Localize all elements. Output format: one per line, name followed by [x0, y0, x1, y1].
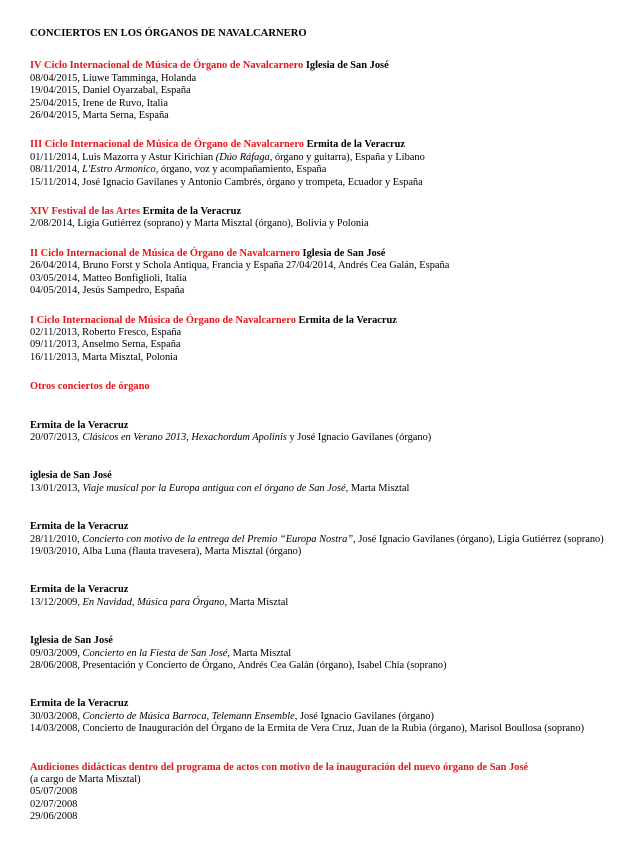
concert-line: [30, 811, 622, 823]
concert-text: 05/07/2008: [30, 786, 78, 798]
cycle-heading: [30, 60, 622, 72]
venue-name: Iglesia de San José: [299, 247, 386, 259]
concert-line: [30, 85, 622, 97]
concert-line: [30, 164, 622, 176]
venue-name: Ermita de la Veracruz: [304, 139, 405, 151]
cycle-name: I Ciclo Internacional de Música de Órgano de Navalcarnero: [30, 314, 296, 326]
venue-heading: Ermita de la Veracruz: [30, 521, 129, 533]
venue-group: [30, 521, 622, 558]
concert-text: , órgano y guitarra), España y Líbano: [269, 151, 425, 163]
venue-group: [30, 635, 622, 672]
concert-line: [30, 352, 622, 364]
concert-line: [30, 260, 622, 272]
concert-text: (a cargo de Marta Misztal): [30, 774, 141, 786]
concert-line: [30, 546, 622, 558]
concert-cycle: [30, 206, 622, 231]
cycle-heading: [30, 206, 622, 218]
concert-line: [30, 110, 622, 122]
venue-group: [30, 470, 622, 495]
concert-text: 26/04/2015, Marta Serna, España: [30, 110, 169, 122]
cycle-name: XIV Festival de las Artes: [30, 206, 141, 218]
cycle-heading: [30, 315, 622, 327]
concert-cycle: [30, 60, 622, 122]
venue-heading: Ermita de la Veracruz: [30, 419, 129, 431]
venue-group: [30, 698, 622, 735]
concert-text: 20/07/2013,: [30, 431, 83, 443]
concert-text: 08/04/2015, Liuwe Tamminga, Holanda: [30, 72, 197, 84]
concert-text: , Marta Misztal: [224, 596, 289, 608]
concert-text: 02/07/2008: [30, 798, 78, 810]
venue-name: Ermita de la Veracruz: [295, 314, 397, 326]
concert-line: [30, 152, 622, 164]
cycle-heading: [30, 139, 622, 151]
concert-line: [30, 432, 622, 444]
venue-heading: Ermita de la Veracruz: [30, 698, 129, 710]
concert-text: y José Ignacio Gavilanes (órgano): [286, 431, 432, 443]
concert-line: [30, 177, 622, 189]
concert-text: 02/11/2013, Roberto Fresco, España: [30, 326, 182, 338]
concert-line: [30, 98, 622, 110]
concert-line: [30, 483, 622, 495]
concert-line: [30, 327, 622, 339]
venue-heading: iglesia de San José: [30, 470, 112, 482]
concert-text: 15/11/2014, José Ignacio Gavilanes y Antonio Cambrés, órgano y trompeta, Ecuador y España: [30, 176, 423, 188]
concert-line: [30, 723, 622, 735]
concert-text: 09/11/2013, Anselmo Serna, España: [30, 339, 181, 351]
concert-cycle: [30, 315, 622, 365]
concert-text: , Marta Misztal: [227, 647, 292, 659]
final-lines: [30, 774, 622, 824]
final-heading: Audiciones didácticas dentro del programa de actos con motivo de la inauguración del nuevo órgano de San José: [30, 761, 529, 773]
concert-text: 13/01/2013,: [30, 482, 83, 494]
concert-line: [30, 73, 622, 85]
concert-title: Concierto de Música Barroca, Telemann Ensemble: [82, 710, 295, 722]
concert-text: , órgano, voz y acompañamiento, España: [155, 164, 327, 176]
concert-text: 19/03/2010, Alba Luna (flauta travesera), Marta Misztal (órgano): [30, 545, 302, 557]
venue-name: Ermita de la Veracruz: [140, 206, 242, 218]
concert-text: 19/04/2015, Daniel Oyarzabal, España: [30, 85, 191, 97]
cycle-name: II Ciclo Internacional de Música de Órgano de Navalcarnero: [30, 247, 300, 259]
venue-heading: Iglesia de San José: [30, 635, 113, 647]
concert-title: En Navidad, Música para Órgano: [82, 596, 225, 608]
concert-line: [30, 711, 622, 723]
concert-title: L'Estro Armonico: [82, 164, 156, 176]
concert-text: 13/12/2009,: [30, 596, 83, 608]
concert-line: [30, 273, 622, 285]
concert-text: 09/03/2009,: [30, 647, 83, 659]
concert-line: [30, 774, 622, 786]
concert-line: [30, 339, 622, 351]
concert-line: [30, 218, 622, 230]
concert-line: [30, 534, 622, 546]
concert-text: , José Ignacio Gavilanes (órgano): [294, 710, 434, 722]
venue-name: Iglesia de San José: [303, 60, 389, 72]
concert-text: , José Ignacio Gavilanes (órgano), Ligia Gutiérrez (soprano): [353, 533, 604, 545]
concert-text: 26/04/2014, Bruno Forst y Schola Antiqua, Francia y España 27/04/2014, Andrés Cea Galán, España: [30, 260, 450, 272]
concert-text: 29/06/2008: [30, 811, 78, 823]
concert-title: Viaje musical por la Europa antigua con el órgano de San José: [82, 482, 346, 494]
concert-line: [30, 597, 622, 609]
cycle-name: IV Ciclo Internacional de Música de Órgano de Navalcarnero: [30, 60, 304, 72]
venue-group: [30, 584, 622, 609]
concert-title: Clásicos en Verano 2013, Hexachordum Apolinis: [82, 431, 287, 443]
concert-text: 2/08/2014, Ligia Gutiérrez (soprano) y Marta Misztal (órgano), Bolivia y Polonia: [30, 218, 369, 230]
cycle-heading: [30, 248, 622, 260]
concert-cycles: [30, 60, 622, 364]
concert-text: 03/05/2014, Matteo Bonfiglioli, Italia: [30, 272, 187, 284]
concert-line: [30, 786, 622, 798]
concert-text: , Marta Misztal: [345, 482, 410, 494]
concert-text: 14/03/2008, Concierto de Inauguración del Órgano de la Ermita de Vera Cruz, Juan de la Rubia (órgano), Marisol Boullosa (soprano): [30, 723, 585, 735]
concert-text: 08/11/2014,: [30, 164, 83, 176]
other-concerts-heading: Otros conciertos de órgano: [30, 381, 150, 393]
concert-title: Concierto en la Fiesta de San José: [82, 647, 228, 659]
concert-text: 01/11/2014, Luis Mazorra y Astur Kirichian: [30, 151, 216, 163]
page-title: CONCIERTOS EN LOS ÓRGANOS DE NAVALCARNERO: [30, 28, 307, 39]
concert-text: 25/04/2015, Irene de Ruvo, Italia: [30, 97, 168, 109]
concert-title: (Dúo Ráfaga: [215, 151, 270, 163]
concert-text: 16/11/2013, Marta Misztal, Polonia: [30, 351, 178, 363]
cycle-name: III Ciclo Internacional de Música de Órgano de Navalcarnero: [30, 139, 304, 151]
concert-line: [30, 799, 622, 811]
concert-title: Concierto con motivo de la entrega del Premio “Europa Nostra”: [82, 533, 354, 545]
document-page: [30, 28, 622, 841]
concert-line: [30, 660, 622, 672]
concert-line: [30, 285, 622, 297]
concert-text: 28/11/2010,: [30, 533, 83, 545]
concert-cycle: [30, 139, 622, 189]
other-concerts: [30, 420, 622, 736]
venue-heading: Ermita de la Veracruz: [30, 584, 129, 596]
concert-text: 04/05/2014, Jesús Sampedro, España: [30, 285, 185, 297]
final-section: [30, 762, 622, 824]
concert-cycle: [30, 248, 622, 298]
concert-text: 30/03/2008,: [30, 710, 83, 722]
concert-line: [30, 648, 622, 660]
venue-group: [30, 420, 622, 445]
concert-text: 28/06/2008, Presentación y Concierto de Órgano, Andrés Cea Galán (órgano), Isabel Chía (soprano): [30, 660, 447, 671]
